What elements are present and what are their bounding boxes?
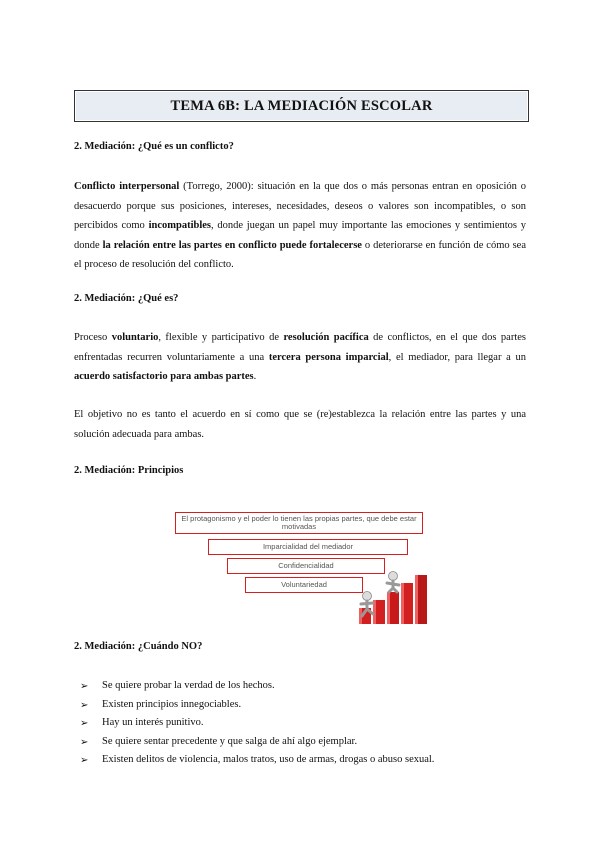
when-not-list — [80, 680, 520, 773]
principle-box-confidentiality: Confidencialidad — [227, 558, 385, 574]
principles-diagram — [175, 510, 437, 625]
list-item: ➢ Se quiere probar la verdad de los hechos. — [80, 680, 275, 692]
figures-climbing-bars-icon — [347, 566, 437, 624]
heading-when-not: 2. Mediación: ¿Cuándo NO? — [74, 641, 203, 652]
paragraph-what: Proceso voluntario, flexible y participativo de resolución pacífica de conflictos, en el que dos partes enfrentadas recurren voluntariamente a una tercera persona imparcial, el mediador, para llegar a un acuerdo satisfactorio para ambas partes. — [74, 332, 527, 383]
arrowhead-icon: ➢ — [80, 699, 89, 711]
arrowhead-icon: ➢ — [80, 681, 89, 692]
list-item: ➢ Existen delitos de violencia, malos tratos, uso de armas, drogas o abuso sexual. — [80, 754, 435, 767]
heading-principles: 2. Mediación: Principios — [74, 465, 184, 476]
heading-what: 2. Mediación: ¿Qué es? — [74, 293, 179, 304]
principle-box-voluntariness: Voluntariedad — [245, 577, 363, 593]
heading-conflict: 2. Mediación: ¿Qué es un conflicto? — [74, 141, 234, 152]
arrowhead-icon: ➢ — [80, 736, 89, 748]
list-item: ➢ Hay un interés punitivo. — [80, 717, 204, 730]
page-title: TEMA 6B: LA MEDIACIÓN ESCOLAR — [74, 90, 529, 122]
principle-box-impartiality: Imparcialidad del mediador — [208, 539, 408, 555]
arrowhead-icon: ➢ — [80, 755, 89, 767]
list-item: ➢ Se quiere sentar precedente y que salga de ahí algo ejemplar. — [80, 735, 358, 748]
arrowhead-icon: ➢ — [80, 718, 89, 730]
paragraph-objective: El objetivo no es tanto el acuerdo en sí como que se (re)establezca la relación entre las partes y una solución adecuada para ambas. — [74, 409, 526, 440]
paragraph-conflict: Conflicto interpersonal (Torrego, 2000): situación en la que dos o más personas entran en oposición o desacuerdo porque sus posiciones, intereses, necesidades, deseos o valores son incompatibles, o son percibidos como incompatibles, donde juegan un papel muy importante las emociones y sentimientos y donde la relación entre las partes en conflicto puede fortalecerse o deteriorarse en función de cómo sea el proceso de resolución del conflicto. — [74, 181, 526, 271]
list-item: ➢ Existen principios innegociables. — [80, 698, 242, 711]
principle-box-protagonism: El protagonismo y el poder lo tienen las propias partes, que debe estar motivadas — [175, 512, 423, 534]
